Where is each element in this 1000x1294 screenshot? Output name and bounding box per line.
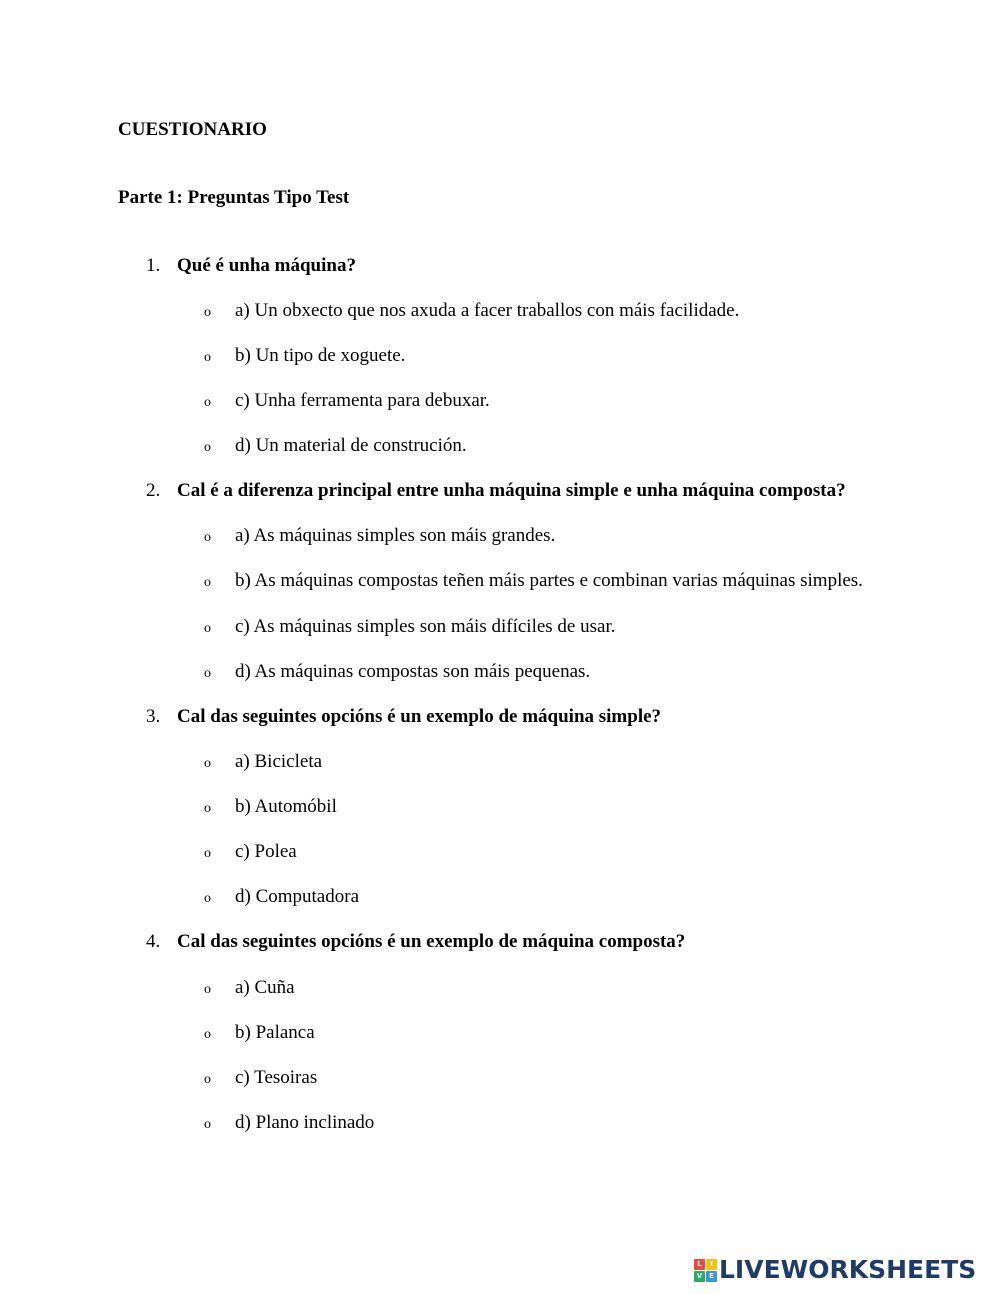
circle-bullet-icon: o [204, 1072, 211, 1087]
option-text: a) As máquinas simples son máis grandes. [235, 525, 556, 546]
option-text: b) Un tipo de xoguete. [235, 345, 406, 366]
answer-option[interactable] [204, 1067, 317, 1091]
question-number: 1. [146, 255, 161, 276]
question-4 [146, 931, 685, 953]
answer-option[interactable] [204, 616, 615, 640]
circle-bullet-icon: o [204, 801, 211, 816]
option-text: a) Un obxecto que nos axuda a facer traballos con máis facilidade. [235, 300, 740, 321]
answer-option[interactable] [204, 570, 863, 594]
logo-mark-tile: L [694, 1259, 705, 1270]
logo-mark-tile: I [706, 1259, 717, 1270]
answer-option[interactable] [204, 525, 555, 549]
option-text: b) Palanca [235, 1022, 315, 1043]
question-2 [146, 480, 846, 502]
circle-bullet-icon: o [204, 891, 211, 906]
page-title: CUESTIONARIO [118, 119, 267, 140]
circle-bullet-icon: o [204, 350, 211, 365]
logo-text: LIVEWORKSHEETS [719, 1255, 977, 1284]
question-number: 4. [146, 931, 161, 952]
answer-option[interactable] [204, 751, 322, 775]
answer-option[interactable] [204, 1022, 315, 1046]
option-text: b) Automóbil [235, 796, 337, 817]
option-text: a) Bicicleta [235, 751, 323, 772]
logo-mark-tile: E [706, 1271, 717, 1282]
question-number: 3. [146, 706, 161, 727]
circle-bullet-icon: o [204, 305, 211, 320]
circle-bullet-icon: o [204, 1027, 211, 1042]
question-text: Cal das seguintes opcións é un exemplo de máquina simple? [177, 706, 662, 727]
option-text: c) As máquinas simples son máis difíciles de usar. [235, 616, 616, 637]
question-text: Qué é unha máquina? [177, 255, 356, 276]
circle-bullet-icon: o [204, 530, 211, 545]
logo-mark-tile: V [694, 1271, 705, 1282]
answer-option[interactable] [204, 435, 467, 459]
answer-option[interactable] [204, 841, 297, 865]
liveworksheets-logo [694, 1256, 976, 1284]
option-text: c) Unha ferramenta para debuxar. [235, 390, 490, 411]
option-text: d) Un material de construción. [235, 435, 467, 456]
answer-option[interactable] [204, 661, 590, 685]
circle-bullet-icon: o [204, 621, 211, 636]
circle-bullet-icon: o [204, 982, 211, 997]
answer-option[interactable] [204, 796, 337, 820]
circle-bullet-icon: o [204, 666, 211, 681]
option-text: c) Polea [235, 841, 297, 862]
answer-option[interactable] [204, 977, 295, 1001]
section-title: Parte 1: Preguntas Tipo Test [118, 187, 350, 208]
circle-bullet-icon: o [204, 1117, 211, 1132]
circle-bullet-icon: o [204, 756, 211, 771]
question-text: Cal é a diferenza principal entre unha máquina simple e unha máquina composta? [177, 480, 846, 501]
option-text: a) Cuña [235, 977, 295, 998]
option-text: b) As máquinas compostas teñen máis partes e combinan varias máquinas simples. [235, 570, 863, 591]
answer-option[interactable] [204, 390, 490, 414]
question-1 [146, 255, 356, 277]
circle-bullet-icon: o [204, 440, 211, 455]
circle-bullet-icon: o [204, 575, 211, 590]
option-text: c) Tesoiras [235, 1067, 318, 1088]
question-3 [146, 706, 661, 728]
question-number: 2. [146, 480, 161, 501]
logo-mark-icon [694, 1259, 716, 1281]
option-text: d) As máquinas compostas son máis pequenas. [235, 661, 591, 682]
circle-bullet-icon: o [204, 395, 211, 410]
option-text: d) Computadora [235, 886, 360, 907]
circle-bullet-icon: o [204, 846, 211, 861]
answer-option[interactable] [204, 345, 405, 369]
answer-option[interactable] [204, 886, 359, 910]
question-text: Cal das seguintes opcións é un exemplo de máquina composta? [177, 931, 686, 952]
answer-option[interactable] [204, 1112, 374, 1136]
answer-option[interactable] [204, 300, 739, 324]
option-text: d) Plano inclinado [235, 1112, 375, 1133]
